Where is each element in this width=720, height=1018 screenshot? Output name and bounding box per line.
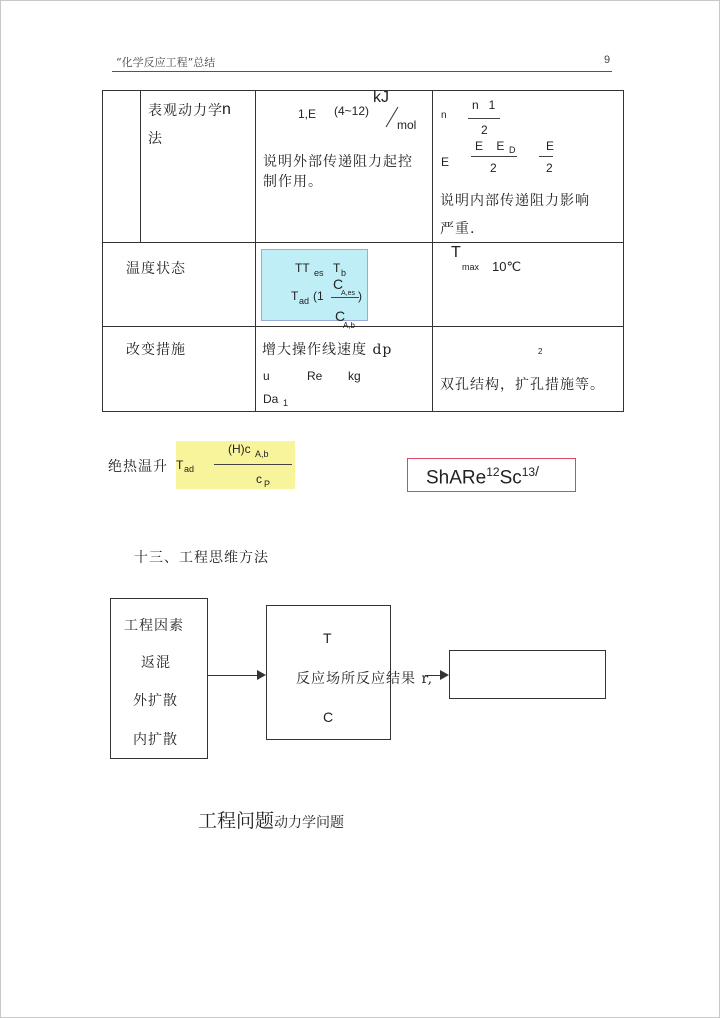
row2-c-sub: A,es	[341, 290, 356, 297]
row2-tad: T	[291, 289, 299, 303]
row3-da: Da	[263, 392, 279, 406]
center-t: T	[323, 630, 332, 646]
row1-col3-note1: 说明内部传递阻力影响	[440, 193, 590, 209]
row1-col3-e: E	[441, 155, 450, 169]
factor-item-1: 工程因素	[124, 618, 184, 634]
factor-item-4: 内扩散	[133, 732, 178, 748]
row2-paren-close: )	[358, 289, 362, 303]
row2-value: 10℃	[492, 259, 522, 274]
frac2-bar	[471, 156, 517, 157]
table-border-bottom	[102, 411, 624, 412]
row2-c-top: C	[333, 276, 344, 292]
row3-label: 改变措施	[126, 342, 186, 358]
frac3-bar	[539, 156, 553, 157]
adiabatic-frac-bar	[214, 464, 292, 465]
center-label: 反应场所反应结果 r,	[296, 671, 434, 687]
adiabatic-num-sub: A,b	[255, 449, 269, 459]
row3-re: Re	[307, 369, 323, 383]
temperature-highlight	[261, 249, 368, 321]
adiabatic-t-sub: ad	[184, 464, 195, 474]
row3-line1: 增大操作线速度 dp	[262, 342, 393, 358]
adiabatic-t: T	[176, 458, 184, 472]
row2-tb-sub: b	[341, 268, 347, 278]
row1-eq-range: (4~12)	[334, 104, 370, 118]
row1-frac3-top: E	[546, 139, 555, 153]
sherwood-slash: /	[535, 463, 539, 479]
sherwood-sup2: 13	[521, 465, 536, 479]
row1-frac1-top: n 1	[472, 98, 496, 112]
row2-paren-open: (1	[313, 289, 324, 303]
row2-tb: T	[333, 261, 341, 275]
row2-tt-sub: es	[314, 268, 324, 278]
row1-label-n: n	[222, 101, 231, 118]
sherwood-text: ShARe	[426, 467, 487, 489]
row2-tad-sub: ad	[299, 296, 310, 306]
row1-frac2-sub: D	[509, 145, 516, 155]
row1-col3-n: n	[441, 110, 447, 121]
footer-large: 工程问题	[198, 810, 275, 832]
table-col-divider-1	[255, 90, 256, 412]
row1-unit-kj: kJ	[373, 89, 389, 106]
row2-t: T	[451, 244, 461, 261]
row1-eq-prefix: 1,E	[298, 107, 317, 121]
sherwood-sup1: 12	[486, 465, 500, 479]
table-border-top	[102, 90, 624, 91]
sherwood-sc: Sc	[499, 467, 522, 489]
header-title: “化学反应工程”总结	[116, 56, 216, 69]
factor-item-3: 外扩散	[133, 693, 178, 709]
row1-col2-note: 说明外部传递阻力起控制作用。	[263, 154, 413, 190]
table-row-divider-2	[102, 326, 624, 327]
arrow-2-head	[440, 670, 449, 680]
row1-frac1-bottom: 2	[481, 123, 488, 137]
table-col-divider-2	[432, 90, 433, 412]
row1-label: 表观动力学	[148, 103, 223, 119]
header-rule	[112, 71, 612, 72]
table-row-divider-1	[102, 242, 624, 243]
table-border-right	[623, 90, 624, 412]
row3-u: u	[263, 369, 270, 383]
row1-label-cont: 法	[148, 131, 163, 147]
adiabatic-label: 绝热温升	[108, 459, 168, 475]
section-title: 十三、工程思维方法	[134, 550, 269, 566]
footer-line	[198, 806, 344, 833]
row3-kg: kg	[348, 369, 361, 383]
adiabatic-den: c	[256, 472, 262, 486]
row1-col3-note2: 严重.	[440, 221, 476, 237]
row3-col3-note: 双孔结构，扩孔措施等。	[440, 377, 605, 393]
page-number: 9	[604, 54, 611, 66]
adiabatic-den-sub: P	[264, 479, 271, 489]
row2-c-bottom-sub: A,b	[343, 321, 356, 330]
row2-frac-bar	[331, 297, 359, 298]
center-c: C	[323, 709, 334, 725]
row2-label: 温度状态	[126, 261, 186, 277]
arrow-1-line	[207, 675, 257, 676]
footer-small: 动力学问题	[274, 815, 345, 831]
row3-da-sub: 1	[283, 398, 289, 408]
row1-frac3-bottom: 2	[546, 161, 553, 175]
row1-frac2-top: E E	[475, 139, 505, 153]
row2-tt: TT	[295, 261, 310, 275]
table-inner-line	[140, 90, 141, 242]
sherwood-formula	[426, 463, 539, 489]
row3-superscript: 2	[538, 347, 543, 356]
table-border-left	[102, 90, 103, 412]
row1-unit-mol: mol	[397, 118, 417, 132]
row2-c-bottom: C	[335, 308, 346, 324]
arrow-1-head	[257, 670, 266, 680]
adiabatic-num: (H)c	[228, 442, 251, 456]
row2-t-sub: max	[462, 262, 480, 272]
arrow-2-line	[425, 675, 440, 676]
result-box	[449, 650, 606, 699]
factor-item-2: 返混	[141, 655, 171, 671]
frac1-bar	[468, 118, 500, 119]
row1-frac2-bottom: 2	[490, 161, 497, 175]
